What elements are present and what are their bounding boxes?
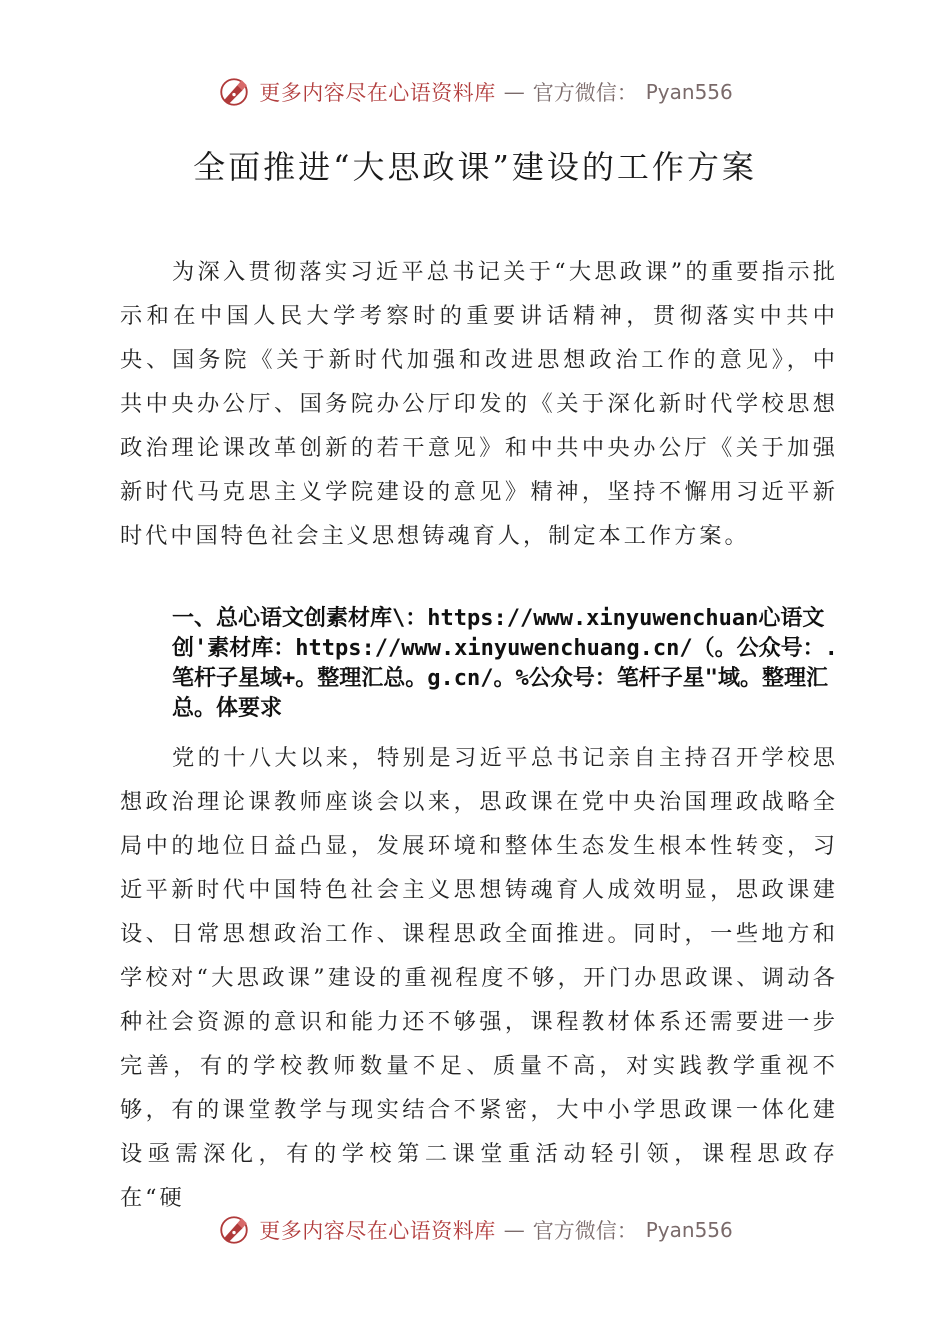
banner-main-text: 更多内容尽在心语资料库 bbox=[259, 1219, 496, 1243]
pen-nib-logo-icon bbox=[217, 1213, 251, 1247]
header-banner bbox=[0, 70, 950, 114]
paragraph-background: 党的十八大以来，特别是习近平总书记亲自主持召开学校思想政治理论课教师座谈会以来，思政课在党中央治国理政战略全局中的地位日益凸显，发展环境和整体生态发生根本性转变，习近平新时代中国特色社会主义思想铸魂育人成效明显，思政课建设、日常思想政治工作、课程思政全面推进。同时，一些地方和学校对“大思政课”建设的重视程度不够，开门办思政课、调动各种社会资源的意识和能力还不够强，课程教材体系还需要进一步完善，有的学校教师数量不足、质量不高，对实践教学重视不够，有的课堂教学与现实结合不紧密，大中小学思政课一体化建设亟需深化，有的学校第二课堂重活动轻引领，课程思政存在“硬 bbox=[120, 745, 838, 1211]
banner-separator: — bbox=[503, 1218, 525, 1242]
section-heading: 一、总心语文创素材库\：https://www.xinyuwenchuan心语文创'素材库：https://www.xinyuwenchuang.cn/（。公众号：.笔杆子星域+。整理汇总。g.cn/。%公众号：笔杆子星"域。整理汇总。体要求 bbox=[172, 606, 838, 721]
banner-main-text: 更多内容尽在心语资料库 bbox=[259, 81, 496, 105]
banner-sub-text: 官方微信： bbox=[532, 1219, 638, 1243]
paragraph-intro: 为深入贯彻落实习近平总书记关于“大思政课”的重要指示批示和在中国人民大学考察时的重要讲话精神，贯彻落实中共中央、国务院《关于新时代加强和改进思想政治工作的意见》，中共中央办公厅、国务院办公厅印发的《关于深化新时代学校思想政治理论课改革创新的若干意见》和中共中央办公厅《关于加强新时代马克思主义学院建设的意见》精神，坚持不懈用习近平新时代中国特色社会主义思想铸魂育人，制定本工作方案。 bbox=[120, 259, 838, 549]
banner-sub-text: 官方微信： bbox=[532, 81, 638, 105]
banner-wechat-id: Pyan556 bbox=[645, 80, 733, 104]
document-title: 全面推进“大思政课”建设的工作方案 bbox=[193, 148, 757, 186]
footer-banner bbox=[0, 1208, 950, 1252]
banner-wechat-id: Pyan556 bbox=[645, 1218, 733, 1242]
banner-separator: — bbox=[503, 80, 525, 104]
pen-nib-logo-icon bbox=[217, 75, 251, 109]
